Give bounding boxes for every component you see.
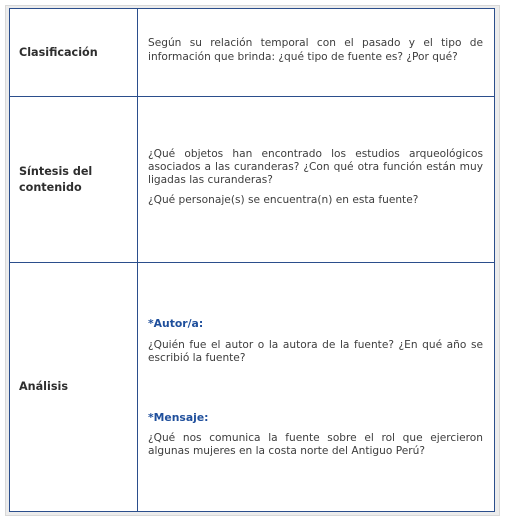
- question-text: ¿Qué personaje(s) se encuentra(n) en esta fuente?: [148, 194, 419, 207]
- row-label-clasificacion: Clasificación: [10, 9, 138, 97]
- row-content-sintesis: [138, 97, 495, 263]
- question-text: Según su relación temporal con el pasado y el tipo de información que brinda: ¿qué tipo de fuente es? ¿Por qué?: [148, 37, 483, 63]
- row-label-sintesis: Síntesis del contenido: [10, 97, 138, 263]
- table-row: [10, 97, 495, 263]
- question-text: ¿Qué objetos han encontrado los estudios arqueológicos asociados a las curanderas? ¿Con qué otra función están muy ligadas las curanderas?: [148, 147, 483, 186]
- table-row: [10, 9, 495, 97]
- author-heading: *Autor/a:: [148, 317, 204, 331]
- author-question: ¿Quién fue el autor o la autora de la fuente? ¿En qué año se escribió la fuente?: [148, 338, 483, 364]
- table-row: [10, 263, 495, 512]
- message-question: ¿Qué nos comunica la fuente sobre el rol que ejercieron algunas mujeres en la costa norte del Antiguo Perú?: [148, 432, 483, 458]
- row-content-analisis: [138, 263, 495, 512]
- source-analysis-table: [9, 8, 495, 512]
- message-heading: *Mensaje:: [148, 411, 209, 424]
- row-label-analisis: Análisis: [10, 263, 138, 512]
- row-content-clasificacion: [138, 9, 495, 97]
